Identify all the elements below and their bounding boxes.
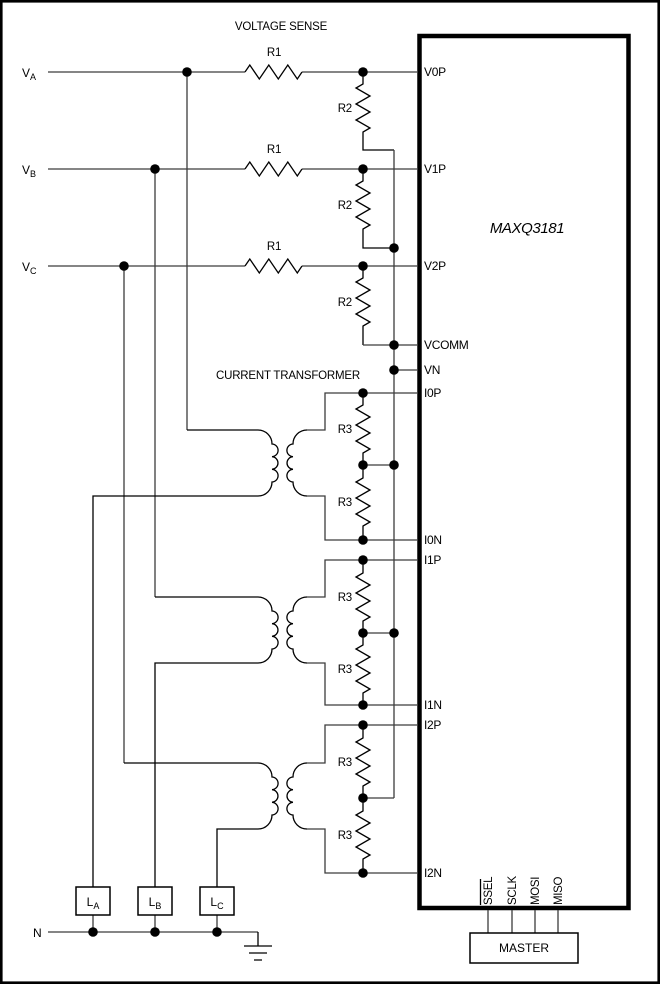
pin-label-v0p: V0P [424,65,446,79]
pin-label-mosi: MOSI [530,876,542,905]
pin-label-vcomm: VCOMM [424,338,469,352]
pin-label-i2p: I2P [424,718,442,732]
junction-dot [389,460,399,470]
phase-a-base: V [22,66,31,80]
load-b-sub: B [155,901,162,911]
load-c-sub: C [217,901,224,911]
junction-dot [358,720,368,730]
junction-dot [358,793,368,803]
junction-dot [389,365,399,375]
phase-b-base: V [22,163,31,177]
junction-dot [358,868,368,878]
spi-label-sclk-group [507,876,519,905]
junction-dot [150,927,160,937]
junction-dot [212,927,222,937]
junction-dot [182,67,192,77]
section-title-voltage-sense: VOLTAGE SENSE [234,21,328,33]
pin-label-v2p: V2P [424,259,446,273]
load-c-base: L [210,895,218,909]
spi-label-mosi-group [530,877,542,905]
spi-label-ssel-group [481,876,496,905]
junction-dot [358,67,368,77]
junction-dot [358,388,368,398]
junction-dot [150,164,160,174]
neutral-label: N [33,926,42,940]
junction-dot [358,628,368,638]
chip-name: MAXQ3181 [489,220,565,237]
pin-label-vn: VN [424,363,441,377]
r3-2-label: R3 [337,497,352,509]
r2-b-label: R2 [337,200,352,212]
pin-label-i1n: I1N [424,698,442,712]
junction-dot [389,340,399,350]
pin-label-v1p: V1P [424,162,446,176]
junction-dot [358,555,368,565]
r3-4-label: R3 [337,664,352,676]
r3-5-label: R3 [337,757,352,769]
load-a-sub: A [93,901,100,911]
section-title-current-transformer: CURRENT TRANSFORMER [215,370,361,382]
spi-label-miso-group [553,876,565,905]
pin-label-i2n: I2N [424,866,442,880]
junction-dot [358,460,368,470]
pin-label-sclk: SCLK [507,876,519,905]
junction-dot [358,261,368,271]
junction-dot [88,927,98,937]
r3-3-label: R3 [337,592,352,604]
junction-dot [119,261,129,271]
junction-dot [358,700,368,710]
r1-b-label: R1 [266,144,282,156]
junction-dot [358,535,368,545]
junction-dot [389,628,399,638]
phase-c-base: V [22,260,31,274]
r3-1-label: R3 [337,424,352,436]
load-b-base: L [148,895,156,909]
load-a-base: L [86,895,94,909]
chip-body [420,36,629,908]
pin-label-i0p: I0P [424,386,442,400]
r1-c-label: R1 [266,241,282,253]
r2-c-label: R2 [337,297,352,309]
master-label: MASTER [498,941,550,955]
pin-label-ssel: SSEL [483,876,495,905]
r2-a-label: R2 [337,103,352,115]
pin-label-miso: MISO [553,876,565,905]
pin-label-i1p: I1P [424,553,442,567]
r3-6-label: R3 [337,830,352,842]
r1-a-label: R1 [266,47,282,59]
phase-c-sub: C [30,266,37,276]
junction-dot [389,243,399,253]
phase-a-sub: A [30,72,37,82]
pin-label-i0n: I0N [424,533,442,547]
junction-dot [358,164,368,174]
phase-b-sub: B [30,169,37,179]
